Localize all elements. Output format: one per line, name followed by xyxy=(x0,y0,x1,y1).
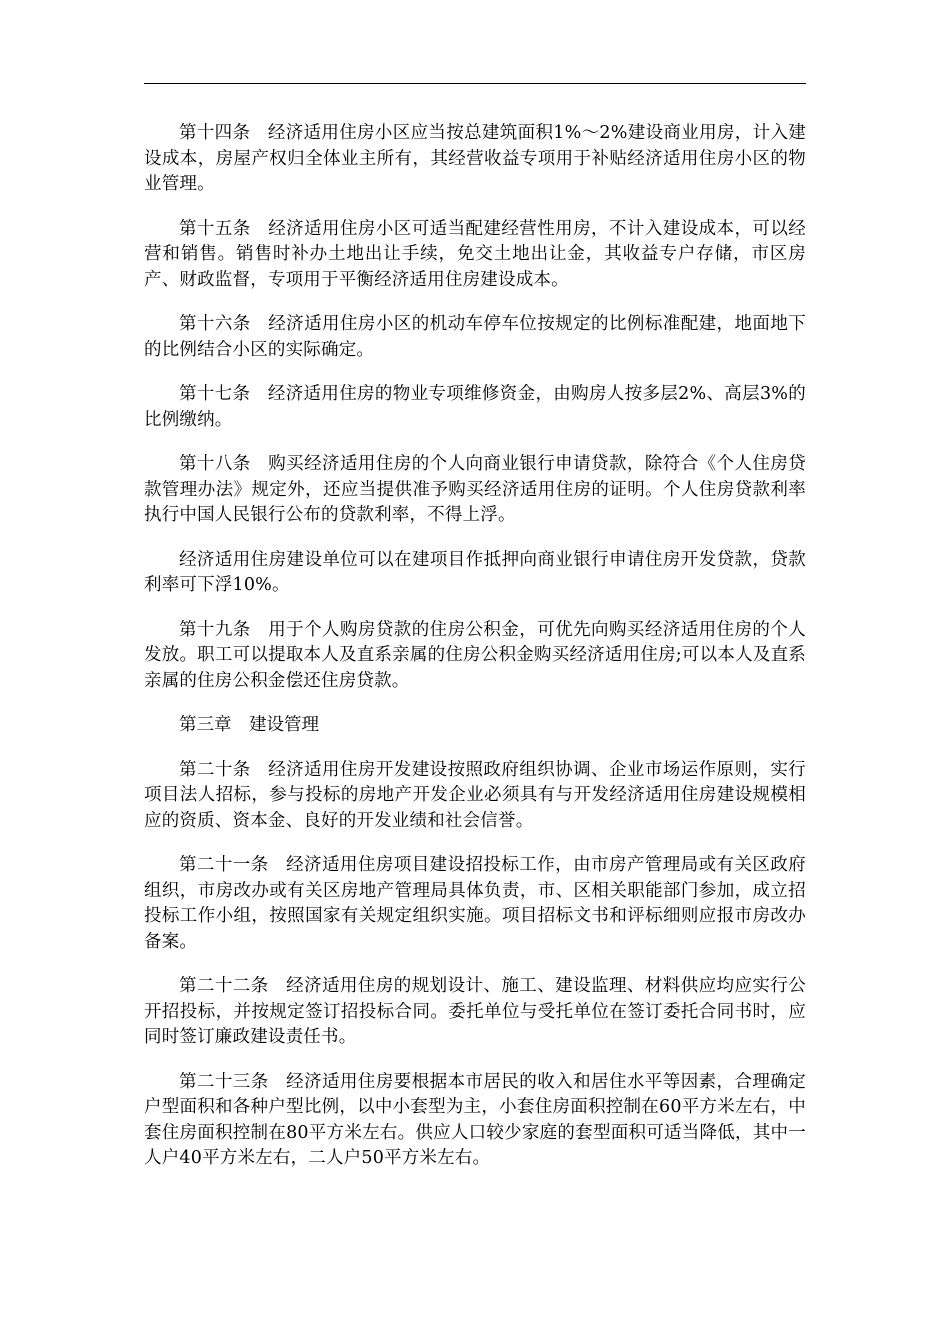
article-text: 经济适用住房小区应当按总建筑面积1%～2%建设商业用房，计入建设成本，房屋产权归全体业主所有，其经营收益专项用于补贴经济适用住房小区的物业管理。 xyxy=(144,123,806,194)
header-rule xyxy=(144,83,806,84)
article-22 xyxy=(144,974,806,1051)
article-text: 经济适用住房项目建设招投标工作，由市房产管理局或有关区政府组织，市房改办或有关区房地产管理局具体负责，市、区相关职能部门参加，成立招投标工作小组，按照国家有关规定组织实施。项目招标文书和评标细则应报市房改办备案。 xyxy=(144,855,806,952)
article-text: 经济适用住房小区的机动车停车位按规定的比例标准配建，地面地下的比例结合小区的实际确定。 xyxy=(144,314,806,360)
article-16 xyxy=(144,312,806,363)
article-19 xyxy=(144,618,806,695)
article-text: 经济适用住房要根据本市居民的收入和居住水平等因素，合理确定户型面积和各种户型比例，以中小套型为主，小套住房面积控制在60平方米左右，中套住房面积控制在80平方米左右。供应人口较少家庭的套型面积可适当降低，其中一人户40平方米左右，二人户50平方米左右。 xyxy=(144,1071,806,1168)
article-18 xyxy=(144,452,806,529)
chapter-heading xyxy=(144,713,806,739)
article-15 xyxy=(144,217,806,294)
article-heading: 第十八条 xyxy=(179,454,251,474)
chapter-number: 第三章 xyxy=(179,715,232,735)
article-heading: 第二十二条 xyxy=(179,976,269,996)
article-18-continued xyxy=(144,548,806,599)
article-heading: 第十四条 xyxy=(179,123,251,143)
article-heading: 第十五条 xyxy=(179,218,251,239)
article-heading: 第二十条 xyxy=(179,759,251,780)
article-23 xyxy=(144,1070,806,1172)
article-20 xyxy=(144,758,806,835)
article-17 xyxy=(144,382,806,433)
article-21 xyxy=(144,853,806,955)
document-body xyxy=(144,121,806,1191)
article-heading: 第二十一条 xyxy=(179,855,269,875)
chapter-title: 建设管理 xyxy=(249,715,319,735)
article-heading: 第十七条 xyxy=(179,384,251,404)
article-heading: 第十九条 xyxy=(179,619,251,640)
article-text: 经济适用住房的物业专项维修资金，由购房人按多层2%、高层3%的比例缴纳。 xyxy=(144,384,806,430)
article-heading: 第十六条 xyxy=(179,314,251,334)
article-heading: 第二十三条 xyxy=(179,1071,269,1092)
article-text: 经济适用住房小区可适当配建经营性用房，不计入建设成本，可以经营和销售。销售时补办土地出让手续，免交土地出让金，其收益专户存储，市区房产、财政监督，专项用于平衡经济适用住房建设成本。 xyxy=(144,218,806,290)
article-text: 用于个人购房贷款的住房公积金，可优先向购买经济适用住房的个人发放。职工可以提取本人及直系亲属的住房公积金购买经济适用住房;可以本人及直系亲属的住房公积金偿还住房贷款。 xyxy=(144,619,806,691)
article-text: 购买经济适用住房的个人向商业银行申请贷款，除符合《个人住房贷款管理办法》规定外，还应当提供准予购买经济适用住房的证明。个人住房贷款利率执行中国人民银行公布的贷款利率，不得上浮。 xyxy=(144,454,806,525)
article-text: 经济适用住房开发建设按照政府组织协调、企业市场运作原则，实行项目法人招标，参与投标的房地产开发企业必须具有与开发经济适用住房建设规模相应的资质、资本金、良好的开发业绩和社会信誉。 xyxy=(144,759,806,831)
article-14 xyxy=(144,121,806,198)
article-text: 经济适用住房的规划设计、施工、建设监理、材料供应均应实行公开招投标，并按规定签订招投标合同。委托单位与受托单位在签订委托合同书时，应同时签订廉政建设责任书。 xyxy=(144,976,806,1047)
article-text: 经济适用住房建设单位可以在建项目作抵押向商业银行申请住房开发贷款，贷款利率可下浮10%。 xyxy=(144,549,806,595)
